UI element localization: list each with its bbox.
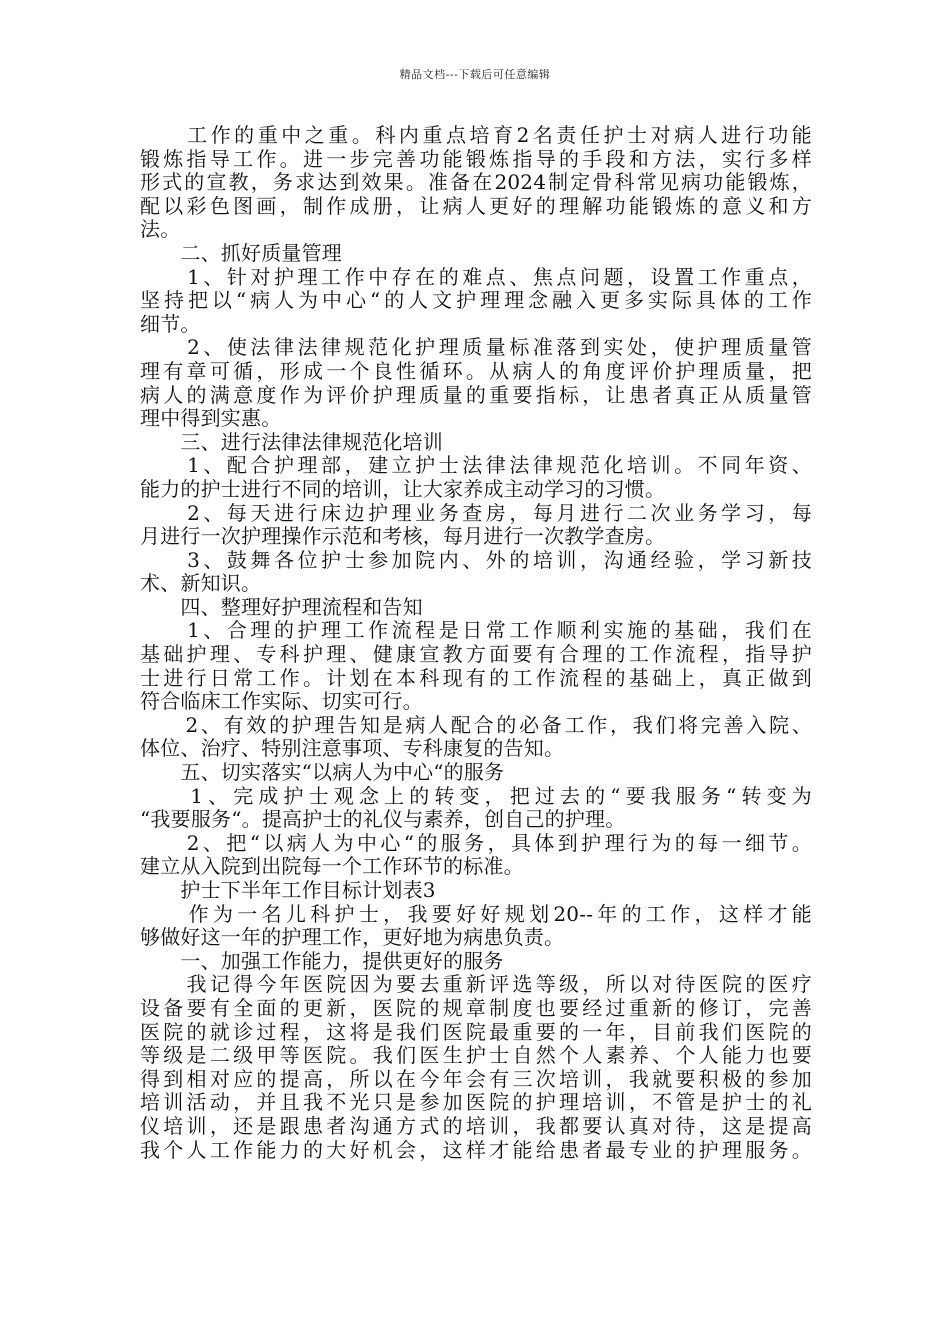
- text-line: 1、配合护理部，建立护士法律法律规范化培训。不同年资、: [140, 453, 812, 478]
- text-line: 我个人工作能力的大好机会，这样才能给患者最专业的护理服务。: [140, 1137, 812, 1162]
- text-line: 设备要有全面的更新，医院的规章制度也要经过重新的修订，完善: [140, 995, 812, 1020]
- text-line: 四、整理好护理流程和告知: [140, 594, 423, 619]
- text-line: “我要服务“。提高护士的礼仪与素养，创自己的护理。: [140, 807, 626, 832]
- text-line: 五、切实落实“以病人为中心“的服务: [140, 760, 505, 785]
- text-line: 医院的就诊过程，这将是我们医院最重要的一年，目前我们医院的: [140, 1019, 812, 1044]
- text-line: 配以彩色图画，制作成册，让病人更好的理解功能锻炼的意义和方: [140, 193, 812, 218]
- document-body: [140, 124, 812, 1162]
- text-line: 仪培训，还是跟患者沟通方式的培训，我都要认真对待，这是提高: [140, 1113, 812, 1138]
- text-line: 2、使法律法律规范化护理质量标准落到实处，使护理质量管: [140, 335, 812, 360]
- page-header: 精品文档---下载后可任意编辑: [399, 68, 551, 81]
- text-line: 三、进行法律法律规范化培训: [140, 429, 443, 454]
- text-line: 基础护理、专科护理、健康宣教方面要有合理的工作流程，指导护: [140, 642, 812, 667]
- text-line: 得到相对应的提高，所以在今年会有三次培训，我就要积极的参加: [140, 1066, 812, 1091]
- text-line: 1、针对护理工作中存在的难点、焦点问题，设置工作重点，: [140, 264, 812, 289]
- text-line: 形式的宣教，务求达到效果。准备在2024制定骨科常见病功能锻炼，: [140, 170, 812, 195]
- text-line: 术、新知识。: [140, 571, 262, 596]
- text-line: 2、每天进行床边护理业务查房，每月进行二次业务学习，每: [140, 500, 812, 525]
- text-line: 符合临床工作实际、切实可行。: [140, 689, 423, 714]
- text-line: 2、把“以病人为中心“的服务，具体到护理行为的每一细节。: [140, 830, 812, 855]
- text-line: 锻炼指导工作。进一步完善功能锻炼指导的手段和方法，实行多样: [140, 146, 812, 171]
- text-line: 够做好这一年的护理工作，更好地为病患负责。: [140, 925, 565, 950]
- text-line: 法。: [140, 217, 181, 242]
- text-line: 1、合理的护理工作流程是日常工作顺利实施的基础，我们在: [140, 618, 812, 643]
- text-line: 2、有效的护理告知是病人配合的必备工作，我们将完善入院、: [140, 712, 812, 737]
- text-line: 二、抓好质量管理: [140, 240, 342, 265]
- text-line: 月进行一次护理操作示范和考核，每月进行一次教学查房。: [140, 524, 666, 549]
- text-line: 坚持把以“病人为中心“的人文护理理念融入更多实际具体的工作: [140, 288, 812, 313]
- text-line: 理中得到实惠。: [140, 406, 282, 431]
- text-line: 理有章可循，形成一个良性循环。从病人的角度评价护理质量，把: [140, 358, 812, 383]
- text-line: 1、完成护士观念上的转变，把过去的“要我服务“转变为: [140, 783, 812, 808]
- text-line: 能力的护士进行不同的培训，让大家养成主动学习的习惯。: [140, 476, 666, 501]
- text-line: 等级是二级甲等医院。我们医生护士自然个人素养、个人能力也要: [140, 1043, 812, 1068]
- text-line: 培训活动，并且我不光只是参加医院的护理培训，不管是护士的礼: [140, 1090, 812, 1115]
- text-line: 建立从入院到出院每一个工作环节的标准。: [140, 854, 524, 879]
- text-line: 我记得今年医院因为要去重新评选等级，所以对待医院的医疗: [140, 972, 812, 997]
- text-line: 一、加强工作能力，提供更好的服务: [140, 948, 504, 973]
- text-line: 体位、治疗、特别注意事项、专科康复的告知。: [140, 736, 565, 761]
- text-line: 士进行日常工作。计划在本科现有的工作流程的基础上，真正做到: [140, 665, 812, 690]
- text-line: 工作的重中之重。科内重点培育2名责任护士对病人进行功能: [140, 123, 812, 147]
- text-line: 病人的满意度作为评价护理质量的重要指标，让患者真正从质量管: [140, 382, 812, 407]
- text-line: 作为一名儿科护士，我要好好规划20--年的工作，这样才能: [140, 901, 812, 926]
- text-line: 护士下半年工作目标计划表3: [140, 878, 436, 902]
- text-line: 细节。: [140, 311, 201, 336]
- text-line: 3、鼓舞各位护士参加院内、外的培训，沟通经验，学习新技: [140, 547, 812, 572]
